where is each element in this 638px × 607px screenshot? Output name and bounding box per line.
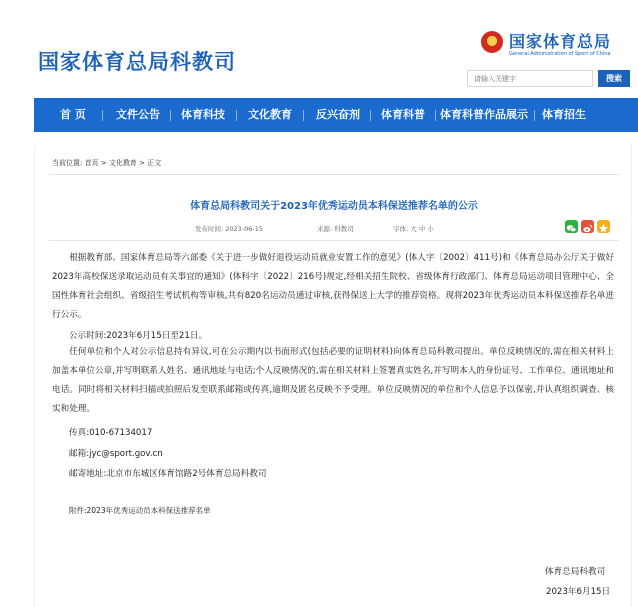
nav-item-science-works[interactable]: 体育科普作品展示 xyxy=(440,108,528,121)
nav-item-culture-education[interactable]: 文化教育 xyxy=(248,108,292,121)
search-button[interactable]: 搜索 xyxy=(598,70,630,87)
mailing-address: 邮寄地址:北京市东城区体育馆路2号体育总局科教司 xyxy=(69,469,267,479)
nav-item-announcements[interactable]: 文件公告 xyxy=(116,108,160,121)
divider xyxy=(49,174,619,175)
nav-divider xyxy=(236,110,237,121)
qzone-share-icon[interactable] xyxy=(597,220,610,233)
nav-divider xyxy=(370,110,371,121)
font-size-switcher[interactable]: 字体: 大 中 小 xyxy=(393,225,434,233)
article-container xyxy=(34,145,632,607)
publicity-period: 公示时间:2023年6月15日至21日。 xyxy=(69,331,208,341)
org-name-english: General Administration of Sport of China xyxy=(509,51,611,57)
nav-divider xyxy=(534,110,535,121)
org-name[interactable]: 国家体育总局 xyxy=(509,32,612,51)
article-paragraph: 根据教育部、国家体育总局等六部委《关于进一步做好退役运动员就业安置工作的意见》(体人字〔2002〕411号)和《体育总局办公厅关于做好2023年高校保送录取运动员有关事宜的通知》(体科字〔2022〕216号)规定,经相关招生院校、省级体育行政部门、体育总局运动项目管理中心、全国性体育社会组织、省级招生考试机构等审核,共有820名运动员通过审核,获得保送上大学的推荐资格。现将2023年优秀运动员本科保送推荐名单进行公示。 xyxy=(52,253,614,320)
nav-item-sport-science[interactable]: 体育科普 xyxy=(381,108,425,121)
weibo-share-icon[interactable] xyxy=(581,220,594,233)
signature-org: 体育总局科教司 xyxy=(545,567,606,577)
article-title: 体育总局科教司关于2023年优秀运动员本科保送推荐名单的公示 xyxy=(190,201,478,212)
fax-number: 传真:010-67134017 xyxy=(69,428,153,438)
nav-divider xyxy=(303,110,304,121)
nav-divider xyxy=(170,110,171,121)
attachment-link[interactable]: 附件:2023年优秀运动员本科保送推荐名单 xyxy=(69,506,211,515)
wechat-share-icon[interactable] xyxy=(565,220,578,233)
nav-divider xyxy=(102,110,103,121)
divider xyxy=(49,240,619,241)
nav-item-home[interactable]: 首 页 xyxy=(60,108,86,121)
signature-date: 2023年6月15日 xyxy=(546,587,611,597)
site-title[interactable]: 国家体育总局科教司 xyxy=(38,50,236,74)
nav-item-admissions[interactable]: 体育招生 xyxy=(542,108,586,121)
nav-item-anti-doping[interactable]: 反兴奋剂 xyxy=(316,108,360,121)
contact-email[interactable]: 邮箱:jyc@sport.gov.cn xyxy=(69,449,163,459)
publish-time: 发布时间: 2023-06-15 xyxy=(195,225,264,233)
article-paragraph: 任何单位和个人对公示信息持有异议,可在公示期内以书面形式(包括必要的证明材料)向体育总局科教司提出。单位反映情况的,需在相关材料上加盖本单位公章,并写明联系人姓名、通讯地址与电话;个人反映情况的,需在相关材料上签署真实姓名,并写明本人的身份证号、工作单位、通讯地址和电话。同时将相关材料扫描或拍照后发至联系邮箱或传真,逾期及匿名反映不予受理。单位反映情况的单位和个人信息予以保密,并认真组织调查、核实和处理。 xyxy=(52,347,614,414)
site-header xyxy=(0,0,638,98)
nav-divider xyxy=(435,110,436,121)
main-nav xyxy=(34,98,638,132)
breadcrumb[interactable]: 当前位置: 首页 > 文化教育 > 正文 xyxy=(52,159,162,167)
search-input[interactable] xyxy=(467,70,593,87)
national-emblem-icon xyxy=(481,31,503,53)
nav-item-sport-tech[interactable]: 体育科技 xyxy=(181,108,225,121)
article-source: 来源: 科教司 xyxy=(317,225,354,233)
